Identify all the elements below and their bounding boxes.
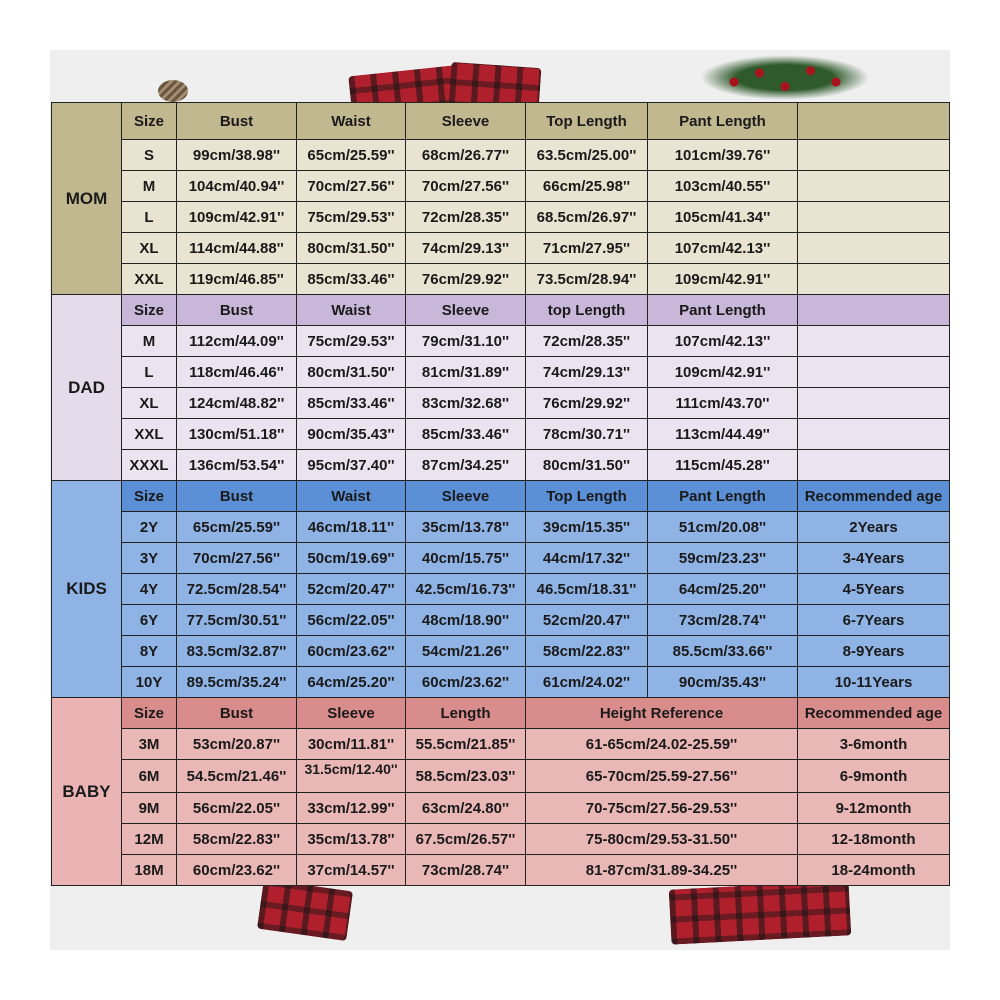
table-cell: 63cm/24.80'' bbox=[406, 793, 526, 824]
size-cell: L bbox=[122, 202, 177, 233]
height-cell: 65-70cm/25.59-27.56'' bbox=[526, 760, 798, 793]
table-cell: 68cm/26.77'' bbox=[406, 140, 526, 171]
table-cell: 72.5cm/28.54'' bbox=[177, 574, 297, 605]
size-cell: 10Y bbox=[122, 667, 177, 698]
table-cell: 99cm/38.98'' bbox=[177, 140, 297, 171]
header-cell: Waist bbox=[297, 295, 406, 326]
table-cell: 103cm/40.55'' bbox=[648, 171, 798, 202]
table-cell: 72cm/28.35'' bbox=[406, 202, 526, 233]
size-cell: XXL bbox=[122, 264, 177, 295]
table-cell: 109cm/42.91'' bbox=[177, 202, 297, 233]
size-cell: S bbox=[122, 140, 177, 171]
table-row bbox=[52, 636, 950, 667]
table-cell: 90cm/35.43'' bbox=[297, 419, 406, 450]
empty-cell bbox=[798, 264, 950, 295]
header-cell: Size bbox=[122, 103, 177, 140]
baby-section bbox=[52, 698, 950, 886]
table-cell: 56cm/22.05'' bbox=[177, 793, 297, 824]
table-row bbox=[52, 326, 950, 357]
table-cell: 64cm/25.20'' bbox=[297, 667, 406, 698]
header-cell: Sleeve bbox=[406, 103, 526, 140]
age-cell: 3-6month bbox=[798, 729, 950, 760]
header-cell: Bust bbox=[177, 698, 297, 729]
table-cell: 87cm/34.25'' bbox=[406, 450, 526, 481]
table-row bbox=[52, 357, 950, 388]
header-row bbox=[52, 103, 950, 140]
empty-cell bbox=[798, 388, 950, 419]
table-row bbox=[52, 512, 950, 543]
size-cell: XXL bbox=[122, 419, 177, 450]
table-cell: 56cm/22.05'' bbox=[297, 605, 406, 636]
group-label: MOM bbox=[52, 103, 122, 295]
table-cell: 50cm/19.69'' bbox=[297, 543, 406, 574]
size-cell: 6M bbox=[122, 760, 177, 793]
size-chart-table bbox=[51, 102, 950, 886]
table-cell: 124cm/48.82'' bbox=[177, 388, 297, 419]
size-cell: 9M bbox=[122, 793, 177, 824]
table-cell: 75cm/29.53'' bbox=[297, 202, 406, 233]
height-cell: 81-87cm/31.89-34.25'' bbox=[526, 855, 798, 886]
header-cell: Pant Length bbox=[648, 295, 798, 326]
table-cell: 55.5cm/21.85'' bbox=[406, 729, 526, 760]
empty-cell bbox=[798, 202, 950, 233]
age-cell: 4-5Years bbox=[798, 574, 950, 605]
table-row bbox=[52, 667, 950, 698]
size-cell: 12M bbox=[122, 824, 177, 855]
table-row bbox=[52, 729, 950, 760]
table-cell: 80cm/31.50'' bbox=[297, 233, 406, 264]
table-cell: 59cm/23.23'' bbox=[648, 543, 798, 574]
table-cell: 37cm/14.57'' bbox=[297, 855, 406, 886]
age-cell: 9-12month bbox=[798, 793, 950, 824]
table-cell: 58cm/22.83'' bbox=[526, 636, 648, 667]
table-cell: 64cm/25.20'' bbox=[648, 574, 798, 605]
empty-cell bbox=[798, 326, 950, 357]
table-cell: 80cm/31.50'' bbox=[297, 357, 406, 388]
header-cell bbox=[798, 103, 950, 140]
table-row bbox=[52, 543, 950, 574]
size-cell: L bbox=[122, 357, 177, 388]
header-row bbox=[52, 698, 950, 729]
size-cell: 6Y bbox=[122, 605, 177, 636]
header-cell: Bust bbox=[177, 481, 297, 512]
table-cell: 61cm/24.02'' bbox=[526, 667, 648, 698]
empty-cell bbox=[798, 171, 950, 202]
size-cell: 8Y bbox=[122, 636, 177, 667]
table-cell: 33cm/12.99'' bbox=[297, 793, 406, 824]
size-cell: M bbox=[122, 326, 177, 357]
table-cell: 115cm/45.28'' bbox=[648, 450, 798, 481]
table-cell: 70cm/27.56'' bbox=[297, 171, 406, 202]
table-cell: 80cm/31.50'' bbox=[526, 450, 648, 481]
table-cell: 75cm/29.53'' bbox=[297, 326, 406, 357]
table-row bbox=[52, 824, 950, 855]
table-row bbox=[52, 171, 950, 202]
header-cell: Sleeve bbox=[406, 295, 526, 326]
header-cell: top Length bbox=[526, 295, 648, 326]
table-cell: 39cm/15.35'' bbox=[526, 512, 648, 543]
size-cell: XL bbox=[122, 388, 177, 419]
table-cell: 54.5cm/21.46'' bbox=[177, 760, 297, 793]
age-cell: 12-18month bbox=[798, 824, 950, 855]
table-row bbox=[52, 605, 950, 636]
table-cell: 48cm/18.90'' bbox=[406, 605, 526, 636]
table-cell: 105cm/41.34'' bbox=[648, 202, 798, 233]
size-cell: 3Y bbox=[122, 543, 177, 574]
table-cell: 58cm/22.83'' bbox=[177, 824, 297, 855]
table-cell: 35cm/13.78'' bbox=[406, 512, 526, 543]
table-cell: 60cm/23.62'' bbox=[177, 855, 297, 886]
table-cell: 46cm/18.11'' bbox=[297, 512, 406, 543]
age-cell: 2Years bbox=[798, 512, 950, 543]
table-cell: 31.5cm/12.40'' bbox=[297, 760, 406, 793]
table-cell: 77.5cm/30.51'' bbox=[177, 605, 297, 636]
table-row bbox=[52, 760, 950, 793]
table-row bbox=[52, 140, 950, 171]
table-row bbox=[52, 419, 950, 450]
table-cell: 73.5cm/28.94'' bbox=[526, 264, 648, 295]
table-cell: 118cm/46.46'' bbox=[177, 357, 297, 388]
table-row bbox=[52, 855, 950, 886]
table-row bbox=[52, 202, 950, 233]
header-cell: Top Length bbox=[526, 481, 648, 512]
table-cell: 71cm/27.95'' bbox=[526, 233, 648, 264]
table-cell: 85cm/33.46'' bbox=[297, 264, 406, 295]
table-cell: 90cm/35.43'' bbox=[648, 667, 798, 698]
table-cell: 65cm/25.59'' bbox=[177, 512, 297, 543]
table-cell: 111cm/43.70'' bbox=[648, 388, 798, 419]
header-cell: Recommended age bbox=[798, 481, 950, 512]
table-cell: 85.5cm/33.66'' bbox=[648, 636, 798, 667]
height-cell: 61-65cm/24.02-25.59'' bbox=[526, 729, 798, 760]
table-cell: 72cm/28.35'' bbox=[526, 326, 648, 357]
age-cell: 6-7Years bbox=[798, 605, 950, 636]
table-cell: 46.5cm/18.31'' bbox=[526, 574, 648, 605]
table-cell: 95cm/37.40'' bbox=[297, 450, 406, 481]
header-cell: Top Length bbox=[526, 103, 648, 140]
table-cell: 60cm/23.62'' bbox=[406, 667, 526, 698]
table-cell: 63.5cm/25.00'' bbox=[526, 140, 648, 171]
table-cell: 70cm/27.56'' bbox=[406, 171, 526, 202]
age-cell: 10-11Years bbox=[798, 667, 950, 698]
table-cell: 83cm/32.68'' bbox=[406, 388, 526, 419]
size-cell: 2Y bbox=[122, 512, 177, 543]
table-cell: 53cm/20.87'' bbox=[177, 729, 297, 760]
age-cell: 6-9month bbox=[798, 760, 950, 793]
table-cell: 35cm/13.78'' bbox=[297, 824, 406, 855]
table-cell: 119cm/46.85'' bbox=[177, 264, 297, 295]
table-cell: 89.5cm/35.24'' bbox=[177, 667, 297, 698]
age-cell: 3-4Years bbox=[798, 543, 950, 574]
table-cell: 42.5cm/16.73'' bbox=[406, 574, 526, 605]
header-cell: Waist bbox=[297, 103, 406, 140]
table-cell: 73cm/28.74'' bbox=[406, 855, 526, 886]
empty-cell bbox=[798, 357, 950, 388]
table-row bbox=[52, 388, 950, 419]
size-cell: 3M bbox=[122, 729, 177, 760]
table-row bbox=[52, 574, 950, 605]
table-cell: 114cm/44.88'' bbox=[177, 233, 297, 264]
header-cell: Length bbox=[406, 698, 526, 729]
table-cell: 66cm/25.98'' bbox=[526, 171, 648, 202]
header-cell: Size bbox=[122, 698, 177, 729]
table-cell: 112cm/44.09'' bbox=[177, 326, 297, 357]
header-cell: Sleeve bbox=[406, 481, 526, 512]
table-cell: 78cm/30.71'' bbox=[526, 419, 648, 450]
plaid-fabric bbox=[257, 879, 353, 941]
header-cell: Recommended age bbox=[798, 698, 950, 729]
table-cell: 107cm/42.13'' bbox=[648, 233, 798, 264]
table-cell: 58.5cm/23.03'' bbox=[406, 760, 526, 793]
table-cell: 104cm/40.94'' bbox=[177, 171, 297, 202]
header-cell: Sleeve bbox=[297, 698, 406, 729]
holly-berries bbox=[700, 55, 870, 100]
table-row bbox=[52, 793, 950, 824]
table-cell: 74cm/29.13'' bbox=[526, 357, 648, 388]
table-cell: 76cm/29.92'' bbox=[526, 388, 648, 419]
empty-cell bbox=[798, 450, 950, 481]
empty-cell bbox=[798, 233, 950, 264]
table-cell: 44cm/17.32'' bbox=[526, 543, 648, 574]
table-cell: 30cm/11.81'' bbox=[297, 729, 406, 760]
table-cell: 52cm/20.47'' bbox=[526, 605, 648, 636]
table-row bbox=[52, 264, 950, 295]
header-cell: Size bbox=[122, 481, 177, 512]
table-cell: 68.5cm/26.97'' bbox=[526, 202, 648, 233]
size-cell: 18M bbox=[122, 855, 177, 886]
table-cell: 113cm/44.49'' bbox=[648, 419, 798, 450]
size-cell: 4Y bbox=[122, 574, 177, 605]
size-cell: XL bbox=[122, 233, 177, 264]
table-cell: 107cm/42.13'' bbox=[648, 326, 798, 357]
height-cell: 70-75cm/27.56-29.53'' bbox=[526, 793, 798, 824]
table-row bbox=[52, 450, 950, 481]
table-cell: 130cm/51.18'' bbox=[177, 419, 297, 450]
size-cell: M bbox=[122, 171, 177, 202]
mom-section bbox=[52, 103, 950, 295]
table-cell: 109cm/42.91'' bbox=[648, 264, 798, 295]
group-label: BABY bbox=[52, 698, 122, 886]
header-row bbox=[52, 295, 950, 326]
table-cell: 81cm/31.89'' bbox=[406, 357, 526, 388]
table-cell: 54cm/21.26'' bbox=[406, 636, 526, 667]
table-cell: 51cm/20.08'' bbox=[648, 512, 798, 543]
table-cell: 76cm/29.92'' bbox=[406, 264, 526, 295]
age-cell: 18-24month bbox=[798, 855, 950, 886]
header-cell: Bust bbox=[177, 103, 297, 140]
table-cell: 85cm/33.46'' bbox=[406, 419, 526, 450]
group-label: DAD bbox=[52, 295, 122, 481]
height-cell: 75-80cm/29.53-31.50'' bbox=[526, 824, 798, 855]
size-cell: XXXL bbox=[122, 450, 177, 481]
group-label: KIDS bbox=[52, 481, 122, 698]
table-cell: 109cm/42.91'' bbox=[648, 357, 798, 388]
header-cell: Bust bbox=[177, 295, 297, 326]
table-cell: 70cm/27.56'' bbox=[177, 543, 297, 574]
table-cell: 79cm/31.10'' bbox=[406, 326, 526, 357]
empty-cell bbox=[798, 419, 950, 450]
header-cell: Pant Length bbox=[648, 103, 798, 140]
pine-cone bbox=[158, 80, 188, 102]
table-cell: 101cm/39.76'' bbox=[648, 140, 798, 171]
header-cell: Waist bbox=[297, 481, 406, 512]
header-cell: Size bbox=[122, 295, 177, 326]
table-cell: 73cm/28.74'' bbox=[648, 605, 798, 636]
table-cell: 65cm/25.59'' bbox=[297, 140, 406, 171]
header-cell: Pant Length bbox=[648, 481, 798, 512]
header-row bbox=[52, 481, 950, 512]
table-cell: 60cm/23.62'' bbox=[297, 636, 406, 667]
empty-cell bbox=[798, 140, 950, 171]
table-cell: 40cm/15.75'' bbox=[406, 543, 526, 574]
table-cell: 85cm/33.46'' bbox=[297, 388, 406, 419]
table-row bbox=[52, 233, 950, 264]
table-cell: 67.5cm/26.57'' bbox=[406, 824, 526, 855]
header-cell bbox=[798, 295, 950, 326]
table-cell: 52cm/20.47'' bbox=[297, 574, 406, 605]
table-cell: 74cm/29.13'' bbox=[406, 233, 526, 264]
header-cell: Height Reference bbox=[526, 698, 798, 729]
kids-section bbox=[52, 481, 950, 698]
plaid-fabric bbox=[669, 880, 852, 944]
age-cell: 8-9Years bbox=[798, 636, 950, 667]
table-cell: 83.5cm/32.87'' bbox=[177, 636, 297, 667]
dad-section bbox=[52, 295, 950, 481]
table-cell: 136cm/53.54'' bbox=[177, 450, 297, 481]
